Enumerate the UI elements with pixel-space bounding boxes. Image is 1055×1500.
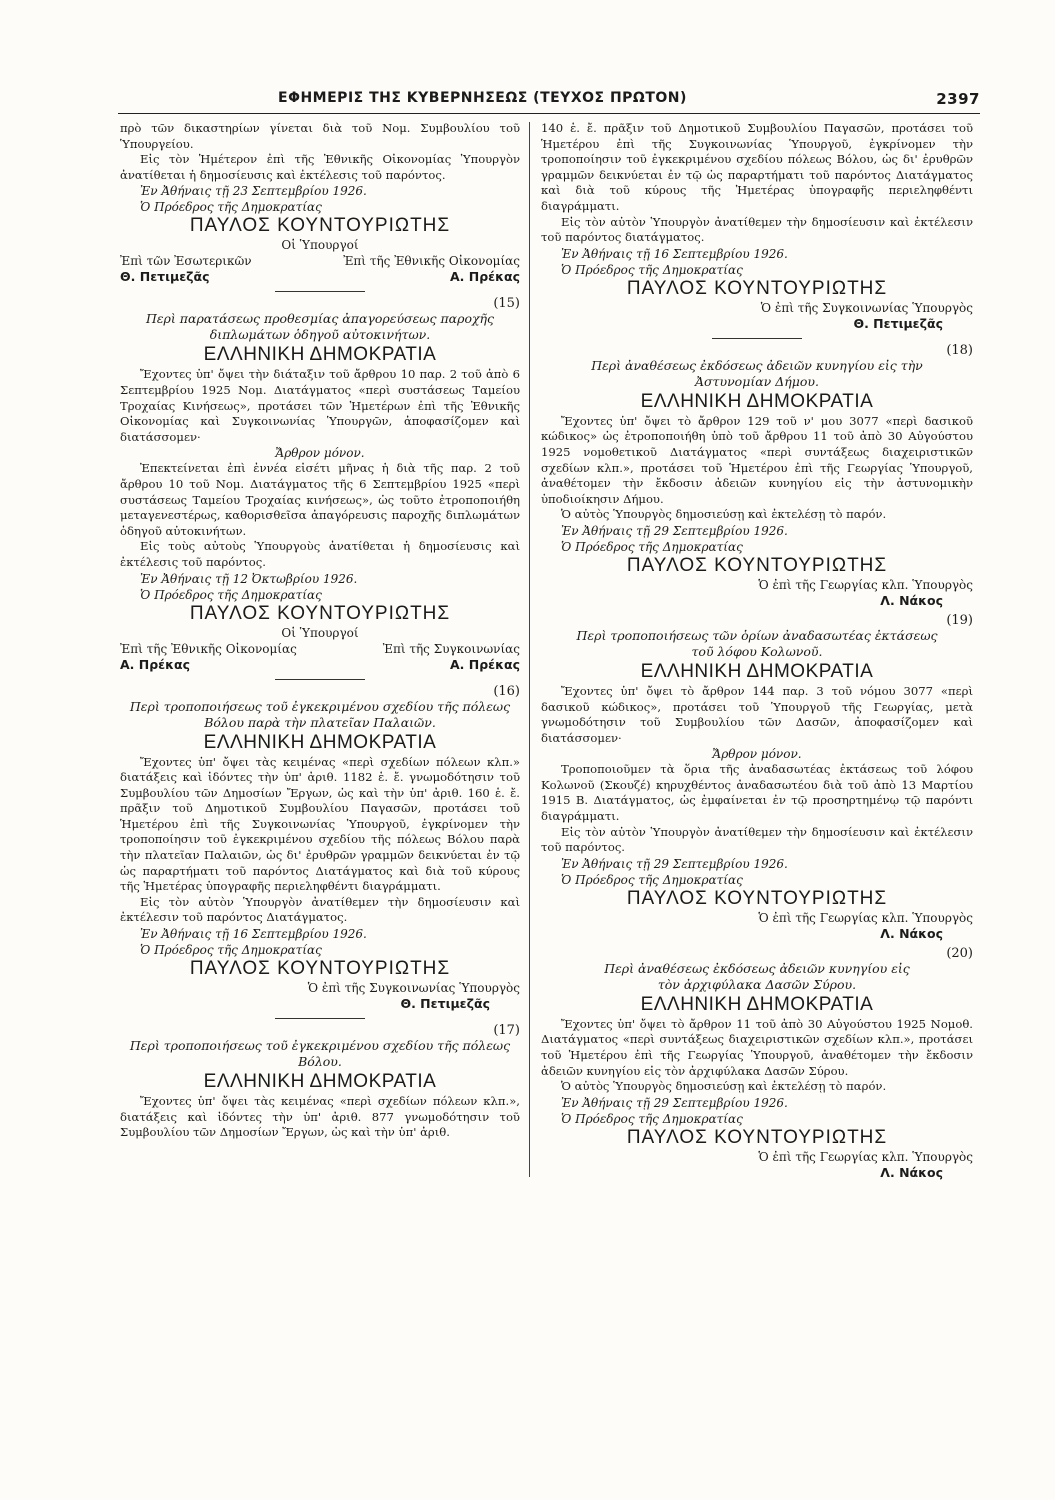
decree-subject-cont: Βόλου παρὰ τὴν πλατεῖαν Παλαιῶν. <box>204 714 436 730</box>
republic-heading: ΕΛΛΗΝΙΚΗ ΔΗΜΟΚΡΑΤΙΑ <box>203 344 437 366</box>
president-title: Ὁ Πρόεδρος τῆς Δημοκρατίας <box>140 943 322 958</box>
president-name: ΠΑΥΛΟΣ ΚΟΥΝΤΟΥΡΙΩΤΗΣ <box>626 887 888 909</box>
minister-signature-title: Ὁ ἐπὶ τῆς Γεωργίας κλπ. Ὑπουργὸς <box>758 1149 973 1164</box>
ministers-titles <box>120 253 520 269</box>
ministers-names <box>120 657 520 673</box>
republic-heading: ΕΛΛΗΝΙΚΗ ΔΗΜΟΚΡΑΤΙΑ <box>640 660 874 682</box>
decree-paragraph: Ἔχοντες ὑπ' ὄψει τὴν διάταξιν τοῦ ἄρθρου 10 παρ. 2 τοῦ ἀπὸ 6 Σεπτεμβρίου 1925 Νομ. Διατάγματος «περὶ συστάσεως Ταμείου Τροχαίας Κινήσεως», προτάσει τῶν Ἡμετέρων ἐπὶ τῆς Ἐθνικῆς Οἰκονομίας καὶ Συγκοινωνίας Ὑπουργῶν, ἀποφασίζομεν καὶ διατάσσομεν· <box>120 367 520 444</box>
decree-paragraph: Εἰς τὸν αὐτὸν Ὑπουργὸν ἀνατίθεμεν τὴν δημοσίευσιν καὶ ἐκτέλεσιν τοῦ παρόντος. <box>541 824 973 855</box>
left-column <box>120 121 520 1141</box>
decree-paragraph: Τροποποιοῦμεν τὰ ὅρια τῆς ἀναδασωτέας ἐκτάσεως τοῦ λόφου Κολωνοῦ (Σκουζέ) κηρυχθέντος ἀναδασωτέου διὰ τοῦ ἀπὸ 13 Μαρτίου 1915 Β. Διατάγματος, ὡς ἐμφαίνεται ἐν τῷ προσηρτημένῳ τῷ παρόντι διαγράμματι. <box>541 762 973 824</box>
minister-left-title: Ἐπὶ τῆς Ἐθνικῆς Οἰκονομίας <box>120 641 297 656</box>
president-title: Ὁ Πρόεδρος τῆς Δημοκρατίας <box>140 200 322 215</box>
decree-date: Ἐν Ἀθήναις τῇ 12 Ὀκτωβρίου 1926. <box>140 571 358 586</box>
decree-paragraph: Ἔχοντες ὑπ' ὄψει τὸ ἄρθρον 144 παρ. 3 τοῦ νόμου 3077 «περὶ δασικοῦ κώδικος», προτάσει τοῦ Ὑπουργοῦ τῆς Γεωργίας, μετὰ γνωμοδότησιν τοῦ Συμβουλίου τῶν Δασῶν, ἀποφασίζομεν καὶ διατάσσομεν· <box>541 683 973 745</box>
decree-paragraph: Εἰς τοὺς αὐτοὺς Ὑπουργοὺς ἀνατίθεται ἡ δημοσίευσις καὶ ἐκτέλεσις τοῦ παρόντος. <box>120 539 520 569</box>
president-name: ΠΑΥΛΟΣ ΚΟΥΝΤΟΥΡΙΩΤΗΣ <box>189 958 451 980</box>
decree-subject-cont: τοῦ λόφου Κολωνοῦ. <box>691 643 823 659</box>
minister-signature-title: Ὁ ἐπὶ τῆς Συγκοινωνίας Ὑπουργὸς <box>760 300 973 315</box>
continued-paragraph: πρὸ τῶν δικαστηρίων γίνεται διὰ τοῦ Νομ. Συμβουλίου τοῦ Ὑπουργείου. <box>120 121 520 151</box>
decree-date: Ἐν Ἀθήναις τῇ 29 Σεπτεμβρίου 1926. <box>561 523 788 538</box>
decree-paragraph: Ἔχοντες ὑπ' ὄψει τὰς κειμένας «περὶ σχεδίων πόλεων κλπ.» διατάξεις καὶ ἰδόντες τὴν ὑπ' ἀριθ. 1182 ἑ. ἔ. γνωμοδότησιν τοῦ Συμβουλίου τῶν Δημοσίων Ἔργων, ὡς καὶ τὴν ὑπ' ἀριθ. 160 ἑ. ἔ. πρᾶξιν τοῦ Δημοτικοῦ Συμβουλίου Παγασῶν, προτάσει τοῦ Ἡμετέρου ἐπὶ τῆς Συγκοινωνίας Ὑπουργοῦ, ἐγκρίνομεν τὴν τροποποίησιν τοῦ ἐγκεκριμένου σχεδίου τῆς πόλεως Βόλου παρὰ τὴν πλατεῖαν Παλαιῶν, ὡς δι' ἐρυθρῶν γραμμῶν δεικνύεται ἐν τῷ ὡς παραρτήματι τοῦ παρόντος Διατάγματος καὶ διὰ τοῦ κύρους τῆς Ἡμετέρας ὑπογραφῆς περιεληφθέντι διαγράμματι. <box>120 754 520 894</box>
section-rule <box>275 1018 365 1019</box>
minister-signature-name: Θ. Πετιμεζᾶς <box>853 315 943 331</box>
page-header <box>118 86 980 110</box>
minister-signature-title: Ὁ ἐπὶ τῆς Συγκοινωνίας Ὑπουργὸς <box>307 981 520 996</box>
decree-number: (18) <box>946 342 973 358</box>
decree-number: (17) <box>493 1023 520 1039</box>
section-rule <box>275 291 365 292</box>
president-name: ΠΑΥΛΟΣ ΚΟΥΝΤΟΥΡΙΩΤΗΣ <box>189 602 451 624</box>
decree-paragraph: Ἔχοντες ὑπ' ὄψει τὸ ἄρθρον 129 τοῦ ν' μου 3077 «περὶ δασικοῦ κώδικος» ὡς ἐτροποποιήθη ὑπὸ τοῦ ἄρθρου 11 τοῦ ἀπὸ 30 Αὐγούστου 1925 νομοθετικοῦ Διατάγματος «περὶ συντάξεως διαχειριστικῶν σχεδίων κλπ.», προτάσει τοῦ Ἡμετέρου ἐπὶ τῆς Γεωργίας Ὑπουργοῦ, ἀναθέτομεν τὴν ἔκδοσιν ἀδειῶν κυνηγίου εἰς τὴν ἀστυνομικὴν ὑποδιοίκησιν Δήμου. <box>541 413 973 506</box>
ministers-label: Οἱ Ὑπουργοί <box>281 238 359 253</box>
decree-date: Ἐν Ἀθήναις τῇ 16 Σεπτεμβρίου 1926. <box>140 927 367 942</box>
president-name: ΠΑΥΛΟΣ ΚΟΥΝΤΟΥΡΙΩΤΗΣ <box>626 1126 888 1148</box>
ministers-label: Οἱ Ὑπουργοί <box>281 625 359 640</box>
decree-subject: Περὶ παρατάσεως προθεσμίας ἀπαγορεύσεως παροχῆς <box>145 311 495 327</box>
president-title: Ὁ Πρόεδρος τῆς Δημοκρατίας <box>561 262 743 277</box>
minister-signature-name: Λ. Νάκος <box>880 925 943 941</box>
republic-heading: ΕΛΛΗΝΙΚΗ ΔΗΜΟΚΡΑΤΙΑ <box>640 993 874 1015</box>
decree-subject-cont: τὸν ἀρχιφύλακα Δασῶν Σύρου. <box>657 976 857 992</box>
article-label: Ἄρθρον μόνον. <box>275 446 365 461</box>
decree-number: (20) <box>946 945 973 961</box>
minister-right-name: Α. Πρέκας <box>449 269 520 285</box>
minister-right-title: Ἐπὶ τῆς Συγκοινωνίας <box>382 641 520 656</box>
decree-paragraph: Ὁ αὐτὸς Ὑπουργὸς δημοσιεύσῃ καὶ ἐκτελέσῃ τὸ παρόν. <box>561 1079 887 1094</box>
republic-heading: ΕΛΛΗΝΙΚΗ ΔΗΜΟΚΡΑΤΙΑ <box>640 390 874 412</box>
decree-subject: Περὶ τροποποιήσεως τοῦ ἐγκεκριμένου σχεδίου τῆς πόλεως <box>129 1038 511 1054</box>
decree-subject: Περὶ ἀναθέσεως ἐκδόσεως ἀδειῶν κυνηγίου εἰς <box>604 960 910 976</box>
ministers-titles <box>120 641 520 657</box>
president-name: ΠΑΥΛΟΣ ΚΟΥΝΤΟΥΡΙΩΤΗΣ <box>626 554 888 576</box>
president-title: Ὁ Πρόεδρος τῆς Δημοκρατίας <box>140 587 322 602</box>
section-rule <box>275 679 365 680</box>
assignment-paragraph: Εἰς τὸν Ἡμέτερον ἐπὶ τῆς Ἐθνικῆς Οἰκονομίας Ὑπουργὸν ἀνατίθεται ἡ δημοσίευσις καὶ ἐκτέλεσις τοῦ παρόντος. <box>120 152 520 182</box>
ministers-names <box>120 269 520 285</box>
president-name: ΠΑΥΛΟΣ ΚΟΥΝΤΟΥΡΙΩΤΗΣ <box>189 215 451 237</box>
assignment-paragraph: Εἰς τὸν αὐτὸν Ὑπουργὸν ἀνατίθεμεν τὴν δημοσίευσιν καὶ ἐκτέλεσιν τοῦ παρόντος διατάγματος. <box>541 214 973 245</box>
republic-heading: ΕΛΛΗΝΙΚΗ ΔΗΜΟΚΡΑΤΙΑ <box>203 1071 437 1093</box>
decree-paragraph: Ἔχοντες ὑπ' ὄψει τὸ ἄρθρον 11 τοῦ ἀπὸ 30 Αὐγούστου 1925 Νομοθ. Διατάγματος «περὶ συντάξεως διαχειριστικῶν σχεδίων κλπ.», προτάσει τοῦ Ἡμετέρου ἐπὶ τῆς Γεωργίας Ὑπουργοῦ, ἀναθέτομεν τὴν ἔκδοσιν ἀδειῶν κυνηγίου εἰς τὸν ἀρχιφύλακα Δασῶν Σύρου. <box>541 1016 973 1078</box>
decree-number: (15) <box>493 296 520 312</box>
decree-number: (19) <box>946 612 973 628</box>
minister-left-title: Ἐπὶ τῶν Ἐσωτερικῶν <box>120 254 252 269</box>
section-rule <box>712 338 802 339</box>
minister-signature-name: Λ. Νάκος <box>880 592 943 608</box>
decree-paragraph: Εἰς τὸν αὐτὸν Ὑπουργὸν ἀνατίθεμεν τὴν δημοσίευσιν καὶ ἐκτέλεσιν τοῦ παρόντος Διατάγματος. <box>120 894 520 925</box>
decree-date: Ἐν Ἀθήναις τῇ 16 Σεπτεμβρίου 1926. <box>561 246 788 261</box>
minister-right-title: Ἐπὶ τῆς Ἐθνικῆς Οἰκονομίας <box>343 254 520 269</box>
gazette-title: ΕΦΗΜΕΡΙΣ ΤΗΣ ΚΥΒΕΡΝΗΣΕΩΣ (ΤΕΥΧΟΣ ΠΡΩΤΟΝ) <box>278 90 687 106</box>
decree-number: (16) <box>493 683 520 699</box>
decree-subject-cont: Βόλου. <box>298 1054 342 1070</box>
decree-subject-cont: Ἀστυνομίαν Δήμου. <box>695 373 819 389</box>
minister-left-name: Α. Πρέκας <box>120 656 191 672</box>
decree-date: Ἐν Ἀθήναις τῇ 23 Σεπτεμβρίου 1926. <box>140 184 367 199</box>
article-label: Ἄρθρον μόνον. <box>712 747 802 762</box>
decree-subject: Περὶ ἀναθέσεως ἐκδόσεως ἀδειῶν κυνηγίου εἰς τὴν <box>591 357 923 373</box>
continued-paragraph: 140 ἑ. ἔ. πρᾶξιν τοῦ Δημοτικοῦ Συμβουλίου Παγασῶν, προτάσει τοῦ Ἡμετέρου ἐπὶ τῆς Συγκοινωνίας Ὑπουργοῦ, ἐγκρίνομεν τὴν τροποποίησιν τοῦ ἐγκεκριμένου σχεδίου πόλεως Βόλου, ὡς δι' ἐρυθρῶν γραμμῶν δεικνύεται ἐν τῷ ὡς παραρτήματι τοῦ παρόντος Διατάγματος καὶ διὰ τοῦ κύρους τῆς Ἡμετέρας ὑπογραφῆς περιεληφθέντι διαγράμματι. <box>541 121 973 213</box>
republic-heading: ΕΛΛΗΝΙΚΗ ΔΗΜΟΚΡΑΤΙΑ <box>203 731 437 753</box>
decree-subject: Περὶ τροποποιήσεως τῶν ὁρίων ἀναδασωτέας ἐκτάσεως <box>576 627 938 643</box>
president-title: Ὁ Πρόεδρος τῆς Δημοκρατίας <box>561 1111 743 1126</box>
minister-signature-title: Ὁ ἐπὶ τῆς Γεωργίας κλπ. Ὑπουργὸς <box>758 910 973 925</box>
page-number: 2397 <box>936 90 980 108</box>
decree-date: Ἐν Ἀθήναις τῇ 29 Σεπτεμβρίου 1926. <box>561 1095 788 1110</box>
minister-signature-name: Λ. Νάκος <box>880 1164 943 1180</box>
president-title: Ὁ Πρόεδρος τῆς Δημοκρατίας <box>561 872 743 887</box>
president-name: ΠΑΥΛΟΣ ΚΟΥΝΤΟΥΡΙΩΤΗΣ <box>626 277 888 299</box>
minister-signature-title: Ὁ ἐπὶ τῆς Γεωργίας κλπ. Ὑπουργὸς <box>758 577 973 592</box>
minister-right-name: Α. Πρέκας <box>449 656 520 672</box>
decree-subject-cont: διπλωμάτων ὁδηγοῦ αὐτοκινήτων. <box>209 327 431 343</box>
minister-signature-name: Θ. Πετιμεζᾶς <box>400 996 490 1012</box>
president-title: Ὁ Πρόεδρος τῆς Δημοκρατίας <box>561 539 743 554</box>
decree-paragraph: Ἔχοντες ὑπ' ὄψει τὰς κειμένας «περὶ σχεδίων πόλεων κλπ.», διατάξεις καὶ ἰδόντες τὴν ὑπ' ἀριθ. 877 γνωμοδότησιν τοῦ Συμβουλίου τῶν Δημοσίων Ἔργων, ὡς καὶ τὴν ὑπ' ἀριθ. <box>120 1094 520 1140</box>
header-rule <box>118 113 980 114</box>
column-divider <box>529 122 530 1177</box>
right-column <box>541 121 973 1181</box>
decree-paragraph: Ἐπεκτείνεται ἐπὶ ἐννέα εἰσέτι μῆνας ἡ διὰ τῆς παρ. 2 τοῦ ἄρθρου 10 τοῦ Νομ. Διατάγματος τῆς 6 Σεπτεμβρίου 1925 «περὶ συστάσεως Ταμείου Τροχαίας κινήσεως», ὡς τοῦτο ἐτροποποιήθη μεταγενεστέρως, καθορισθεῖσα ἀπαγόρευσις παροχῆς διπλωμάτων ὁδηγοῦ αὐτοκινήτων. <box>120 461 520 538</box>
decree-date: Ἐν Ἀθήναις τῇ 29 Σεπτεμβρίου 1926. <box>561 856 788 871</box>
minister-left-name: Θ. Πετιμεζᾶς <box>120 269 210 285</box>
decree-paragraph: Ὁ αὐτὸς Ὑπουργὸς δημοσιεύσῃ καὶ ἐκτελέσῃ τὸ παρόν. <box>561 507 887 522</box>
decree-subject: Περὶ τροποποιήσεως τοῦ ἐγκεκριμένου σχεδίου τῆς πόλεως <box>129 698 511 714</box>
